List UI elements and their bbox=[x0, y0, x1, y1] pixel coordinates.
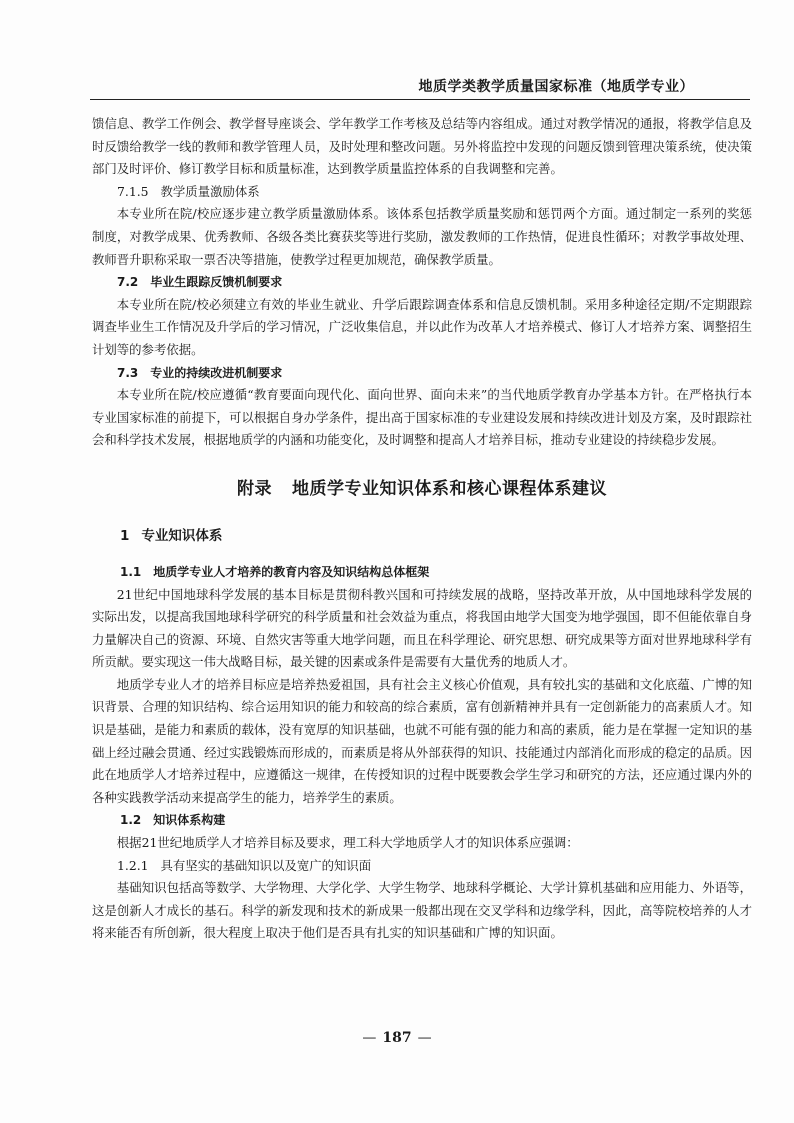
section-number: 1.2.1 bbox=[117, 857, 149, 873]
section-heading-7-2 bbox=[92, 271, 752, 294]
paragraph: 馈信息、教学工作例会、教学督导座谈会、学年教学工作考核及总结等内容组成。通过对教学情况的通报，将教学信息及时反馈给教学一线的教师和教学管理人员，及时处理和整改问题。另外将监控中发现的问题反馈到管理决策系统，使决策部门及时评价、修订教学目标和质量标准，达到教学质量监控体系的自我调整和完善。 bbox=[92, 116, 752, 177]
section-number: 7.1.5 bbox=[117, 183, 149, 199]
appendix-label: 附录 bbox=[237, 478, 272, 499]
page-number bbox=[0, 1030, 794, 1046]
section-title: 毕业生跟踪反馈机制要求 bbox=[150, 275, 283, 290]
subsection-heading-1-2-1 bbox=[92, 855, 752, 878]
page-number-value: 187 bbox=[382, 1030, 412, 1046]
paragraph: 本专业所在院/校应逐步建立教学质量激励体系。该体系包括教学质量奖励和惩罚两个方面。通过制定一系列的奖惩制度，对教学成果、优秀教师、各级各类比赛获奖等进行奖励，激发教师的工作热情，促进良性循环；对教学事故处理、教师晋升职称采取一票否决等措施，使教学过程更加规范，确保教学质量。 bbox=[92, 206, 752, 267]
section-title: 地质学专业人才培养的教育内容及知识结构总体框架 bbox=[153, 564, 430, 579]
section-title: 教学质量激励体系 bbox=[160, 183, 260, 199]
section-heading-7-3 bbox=[92, 362, 752, 385]
heading-1-1 bbox=[92, 561, 752, 584]
section-number: 1.1 bbox=[120, 564, 142, 579]
heading-1 bbox=[92, 525, 752, 547]
subsection-heading-7-1-5 bbox=[92, 181, 752, 204]
paragraph: 地质学专业人才的培养目标应是培养热爱祖国，具有社会主义核心价值观，具有较扎实的基础和文化底蕴、广博的知识背景、合理的知识结构、综合运用知识的能力和较高的综合素质，富有创新精神并具有一定创新能力的高素质人才。知识是基础，是能力和素质的载体，没有宽厚的知识基础，也就不可能有强的能力和高的素质，能力是在掌握一定知识的基础上经过融会贯通、经过实践锻炼而形成的，而素质是将从外部获得的知识、技能通过内部消化而形成的稳定的品质。因此在地质学人才培养过程中，应遵循这一规律，在传授知识的过程中既要教会学生学习和研究的方法，还应通过课内外的各种实践教学活动来提高学生的能力，培养学生的素质。 bbox=[92, 676, 752, 805]
paragraph: 根据21世纪地质学人才培养目标及要求，理工科大学地质学人才的知识体系应强调： bbox=[116, 835, 579, 851]
section-title: 专业知识体系 bbox=[141, 527, 223, 544]
paragraph: 本专业所在院/校必须建立有效的毕业生就业、升学后跟踪调查体系和信息反馈机制。采用多种途径定期/不定期跟踪调查毕业生工作情况及升学后的学习情况，广泛收集信息，并以此作为改革人才培养模式、修订人才培养方案、调整招生计划等的参考依据。 bbox=[92, 296, 752, 357]
section-number: 1.2 bbox=[120, 813, 142, 828]
running-header: 地质学类教学质量国家标准（地质学专业） bbox=[418, 79, 694, 95]
section-number: 7.2 bbox=[117, 275, 139, 290]
paragraph: 基础知识包括高等数学、大学物理、大学化学、大学生物学、地球科学概论、大学计算机基础和应用能力、外语等，这是创新人才成长的基石。科学的新发现和技术的新成果一般都出现在交叉学科和边缘学科，因此，高等院校培养的人才将来能否有所创新，很大程度上取决于他们是否具有扎实的知识基础和广博的知识面。 bbox=[92, 880, 752, 941]
section-title: 具有坚实的基础知识以及宽广的知识面 bbox=[160, 857, 372, 873]
section-number: 7.3 bbox=[117, 365, 139, 380]
appendix-heading: 地质学专业知识体系和核心课程体系建议 bbox=[292, 478, 607, 499]
section-title: 专业的持续改进机制要求 bbox=[150, 365, 283, 380]
dash-left: — bbox=[362, 1030, 377, 1046]
dash-right: — bbox=[417, 1030, 432, 1046]
header-rule bbox=[90, 99, 750, 100]
paragraph: 21世纪中国地球科学发展的基本目标是贯彻科教兴国和可持续发展的战略，坚持改革开放，从中国地球科学发展的实际出发，以提高我国地球科学研究的科学质量和社会效益为重点，将我国由地学大国变为地学强国，即不但能依靠自身力量解决自己的资源、环境、自然灾害等重大地学问题，而且在科学理论、研究思想、研究成果等方面对世界地球科学有所贡献。要实现这一伟大战略目标，最关键的因素或条件是需要有大量优秀的地质人才。 bbox=[92, 586, 752, 670]
section-title: 知识体系构建 bbox=[153, 813, 226, 828]
section-number: 1 bbox=[120, 527, 130, 544]
page-content bbox=[92, 113, 752, 945]
heading-1-2 bbox=[92, 809, 752, 832]
appendix-title bbox=[92, 474, 752, 499]
paragraph: 本专业所在院/校应遵循“教育要面向现代化、面向世界、面向未来”的当代地质学教育办学基本方针。在严格执行本专业国家标准的前提下，可以根据自身办学条件，提出高于国家标准的专业建设发展和持续改进计划及方案，及时跟踪社会和科学技术发展，根据地质学的内涵和功能变化，及时调整和提高人才培养目标，推动专业建设的持续稳步发展。 bbox=[92, 387, 752, 448]
